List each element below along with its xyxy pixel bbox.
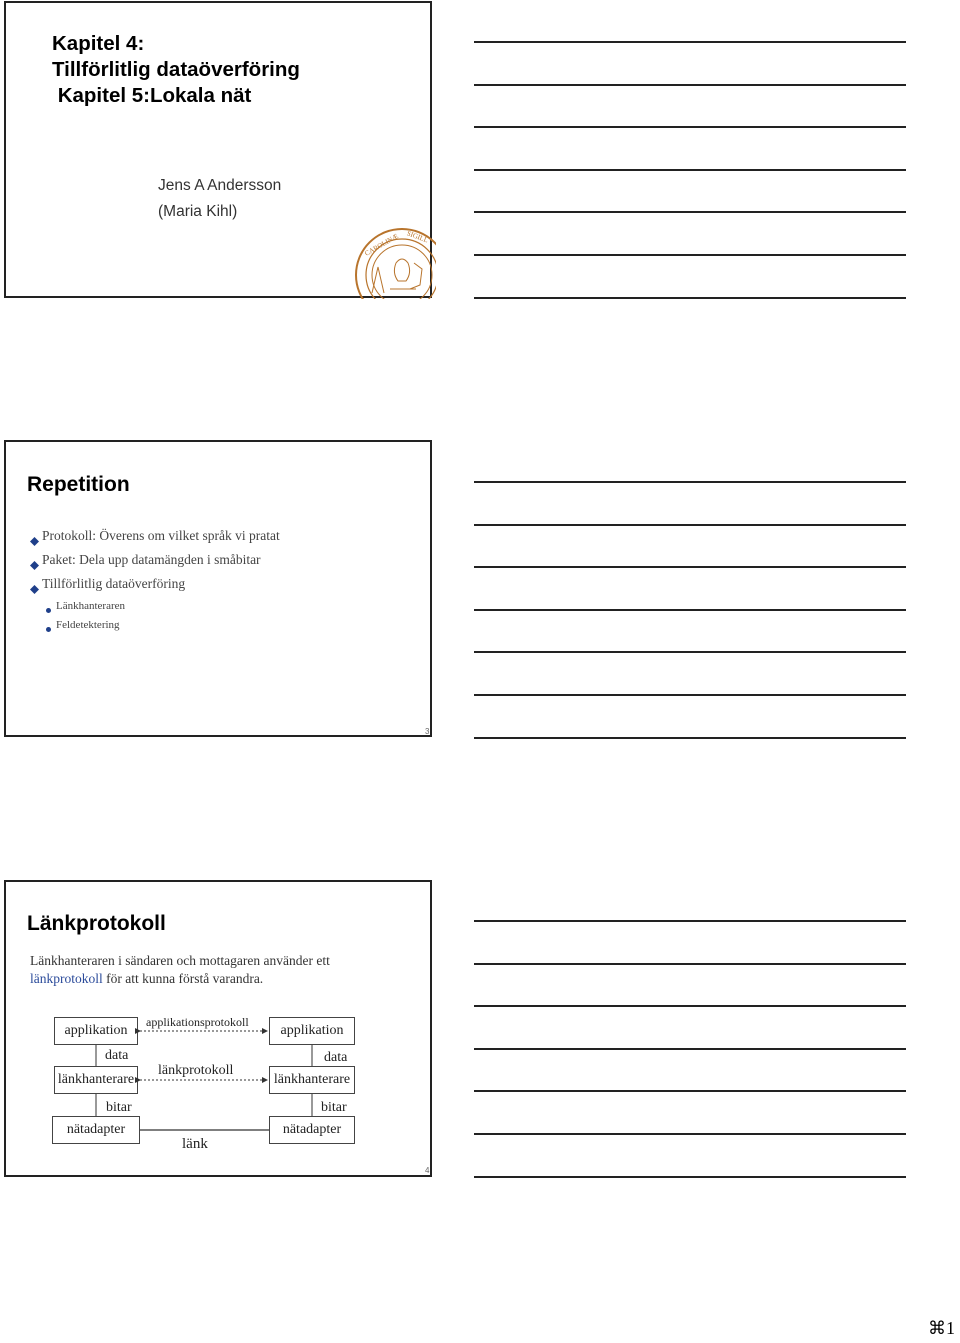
left-network-adapter-box: nätadapter xyxy=(52,1116,140,1144)
diamond-bullet-icon xyxy=(30,585,39,594)
svg-text:CAROLINÆ: CAROLINÆ xyxy=(363,232,400,258)
diamond-bullet-icon xyxy=(30,537,39,546)
command-icon: ⌘ xyxy=(928,1318,946,1338)
right-link-handler-box: länkhanterare xyxy=(269,1066,355,1094)
page-number: 3 xyxy=(425,727,430,736)
left-bits-label: bitar xyxy=(106,1100,132,1115)
left-link-handler-box: länkhanterare xyxy=(54,1066,138,1094)
author-secondary: (Maria Kihl) xyxy=(158,203,238,220)
dot-bullet-icon xyxy=(46,627,51,632)
diamond-bullet-icon xyxy=(30,561,39,570)
slide-3 xyxy=(4,880,432,1177)
page-footer-number: 1 xyxy=(946,1318,955,1338)
author xyxy=(158,173,281,225)
slide-3-intro: Länkhanteraren i sändaren och mottagaren använder ett länkprotokoll för att kunna förstå varandra. xyxy=(30,953,330,986)
right-network-adapter-box: nätadapter xyxy=(269,1116,355,1144)
diagram-connectors xyxy=(6,882,430,1175)
slide-1 xyxy=(4,1,432,298)
svg-text:SIGILL: SIGILL xyxy=(405,229,430,245)
slide-3-title: Länkprotokoll xyxy=(27,912,166,935)
university-seal-logo xyxy=(352,223,436,299)
page-number: 4 xyxy=(425,1166,430,1175)
slide-2-title: Repetition xyxy=(27,473,130,496)
link-protocol-term: länkprotokoll xyxy=(30,971,103,986)
left-data-label: data xyxy=(105,1048,129,1063)
right-application-box: applikation xyxy=(269,1017,355,1045)
right-data-label: data xyxy=(324,1050,348,1065)
page-footer-mark xyxy=(928,1318,955,1339)
left-application-box: applikation xyxy=(54,1017,138,1045)
dot-bullet-icon xyxy=(46,608,51,613)
link-protocol-label: länkprotokoll xyxy=(158,1063,234,1078)
link-label: länk xyxy=(182,1136,208,1152)
title-line-1: Kapitel 4: xyxy=(52,32,145,55)
author-name: Jens A Andersson xyxy=(158,177,282,194)
slide-1-title xyxy=(52,31,300,109)
application-protocol-label: applikationsprotokoll xyxy=(146,1015,249,1029)
title-line-3: Kapitel 5:Lokala nät xyxy=(52,84,252,107)
right-bits-label: bitar xyxy=(321,1100,347,1115)
title-line-2: Tillförlitlig dataöverföring xyxy=(52,58,300,81)
slide-2: Repetition Protokoll: Överens om vilket språk vi pratat Paket: Dela upp datamängden i småbitar Tillförlitlig dataöverföring Länkhanteraren Feldetektering 3 xyxy=(4,440,432,737)
